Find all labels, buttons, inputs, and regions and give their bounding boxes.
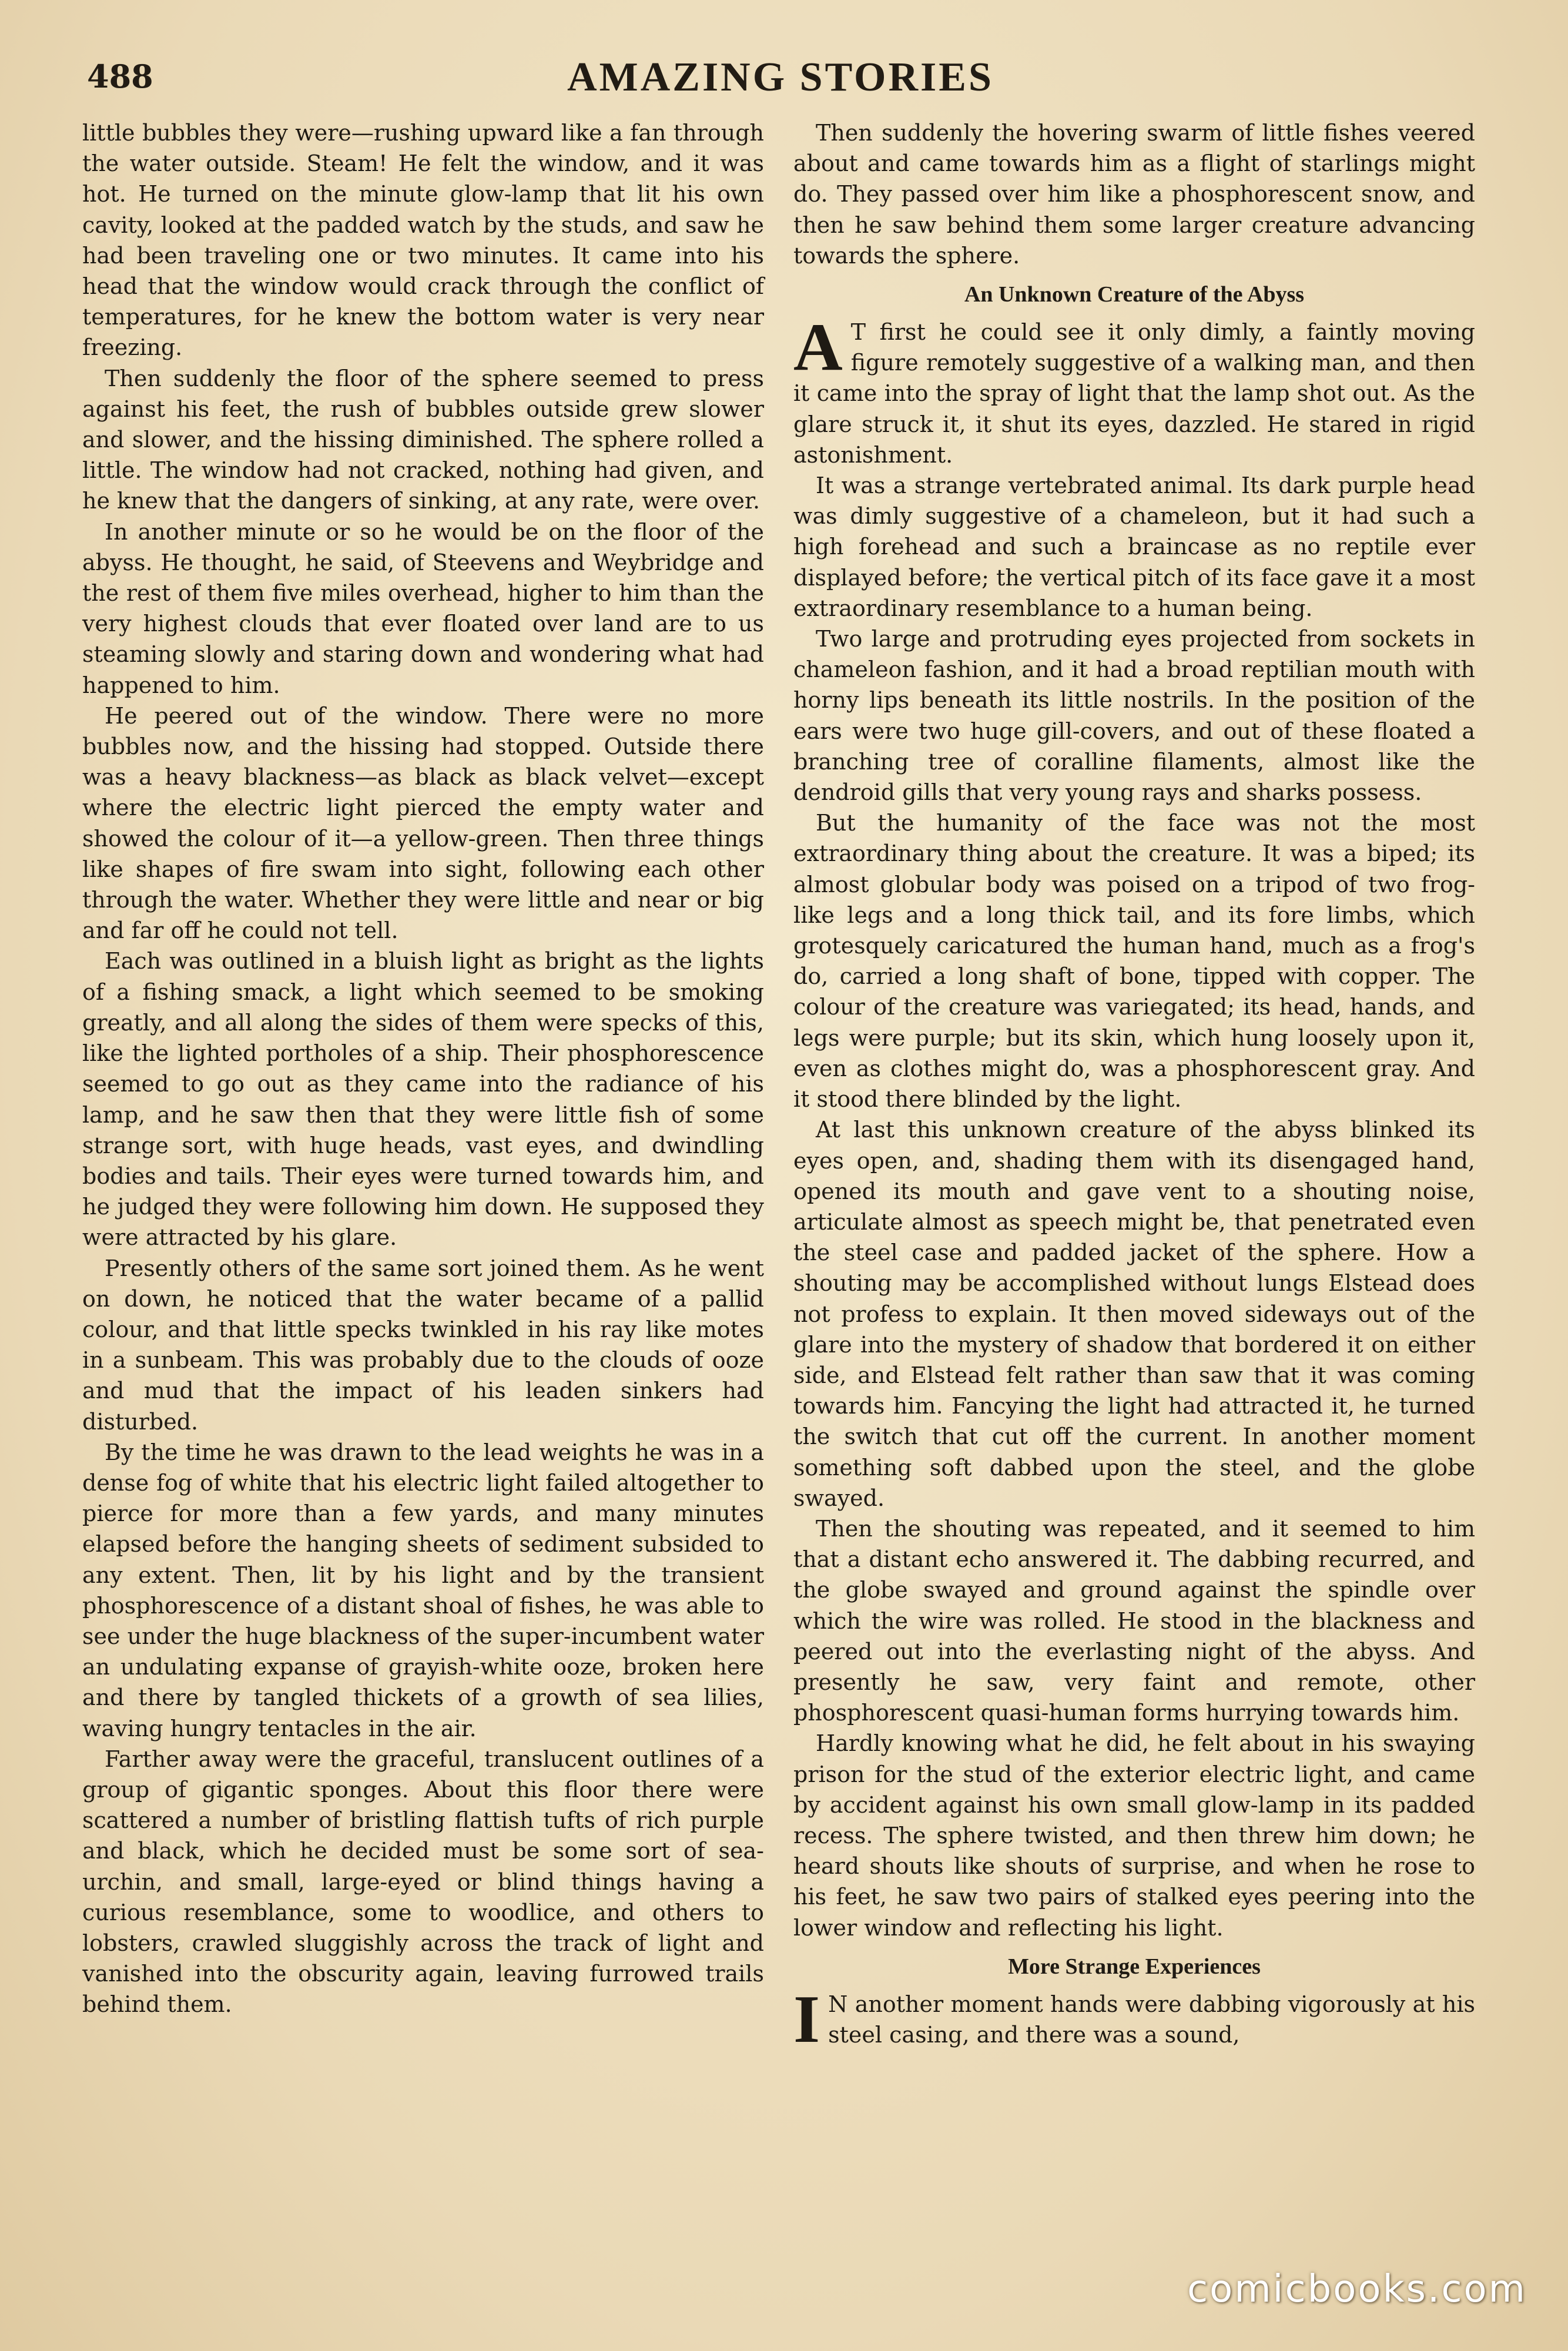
dropcap-paragraph	[793, 1981, 1475, 2057]
paragraph: Each was outlined in a bluish light as bright as the lights of a fishing smack, a light which seemed to be smoking greatly, and all along the sides of them were specks of this, like the lighted portholes of a ship. Their phosphorescence seemed to go out as they came into the radiance of his lamp, and he saw then that they were little fish of some strange sort, with huge heads, vast eyes, and dwindling bodies and tails. Their eyes were turned towards him, and he judged they were following him down. He supposed they were attracted by his glare.	[82, 948, 764, 1251]
left-column	[82, 118, 764, 2020]
paragraph: Hardly knowing what he did, he felt about in his swaying prison for the stud of the exterior electric light, and came by accident against his own small glow-lamp in its padded recess. The sphere twisted, and then threw him down; he heard shouts like shouts of surprise, and when he rose to his feet, he saw two pairs of stalked eyes peering into the lower window and reflecting his light.	[793, 1730, 1475, 1941]
paragraph: Presently others of the same sort joined them. As he went on down, he noticed that the water became of a pallid colour, and that little specks twinkled in his ray like motes in a sunbeam. This was probably due to the clouds of ooze and mud that the impact of his leaden sinkers had disturbed.	[82, 1255, 764, 1435]
paragraph: By the time he was drawn to the lead weights he was in a dense fog of white that his electric light failed altogether to pierce for more than a few yards, and many minutes elapsed before the hanging sheets of sediment subsided to any extent. Then, lit by his light and by the transient phosphorescence of a distant shoal of fishes, he was able to see under the huge blackness of the super-incumbent water an undulating expanse of grayish-white ooze, broken here and there by tangled thickets of a growth of sea lilies, waving hungry tentacles in the air.	[82, 1439, 764, 1742]
paragraph: But the humanity of the face was not the most extraordinary thing about the creature. It was a biped; its almost globular body was poised on a tripod of two frog-like legs and a long thick tail, and its fore limbs, which grotesquely caricatured the human hand, much as a frog's do, carried a long shaft of bone, tipped with copper. The colour of the creature was variegated; its head, hands, and legs were purple; but its skin, which hung loosely upon it, even as clothes might do, was a phosphorescent gray. And it stood there blinded by the light.	[793, 810, 1475, 1113]
drop-cap-letter: I	[793, 1981, 820, 2057]
dropcap-paragraph-text: N another moment hands were dabbing vigorously at his steel casing, and there was a sound,	[828, 1991, 1475, 2048]
drop-cap-letter: A	[793, 310, 843, 386]
paragraph: Then suddenly the hovering swarm of little fishes veered about and came towards him as a flight of starlings might do. They passed over him like a phosphorescent snow, and then he saw behind them some larger creature advancing towards the sphere.	[793, 120, 1475, 269]
paragraph: little bubbles they were—rushing upward like a fan through the water outside. Steam! He felt the window, and it was hot. He turned on the minute glow-lamp that lit his own cavity, looked at the padded watch by the studs, and saw he had been traveling one or two minutes. It came into his head that the window would crack through the conflict of temperatures, for he knew the bottom water is very near freezing.	[82, 120, 764, 361]
paragraph: Then suddenly the floor of the sphere seemed to press against his feet, the rush of bubbles outside grew slower and slower, and the hissing diminished. The sphere rolled a little. The window had not cracked, nothing had given, and he knew that the dangers of sinking, at any rate, were over.	[82, 365, 764, 514]
section-subhead: More Strange Experiences	[1008, 1954, 1261, 1979]
paragraph: Farther away were the graceful, translucent outlines of a group of gigantic sponges. About this floor there were scattered a number of bristling flattish tufts of rich purple and black, which he decided must be some sort of sea-urchin, and small, large-eyed or blind things having a curious resemblance, some to woodlice, and others to lobsters, crawled sluggishly across the track of light and vanished into the obscurity again, leaving furrowed trails behind them.	[82, 1746, 764, 2018]
page-header	[87, 54, 1474, 107]
magazine-title: AMAZING STORIES	[567, 55, 994, 100]
section-subhead: An Unknown Creature of the Abyss	[964, 282, 1305, 307]
right-column	[793, 118, 1475, 2057]
paragraph: Two large and protruding eyes projected from sockets in chameleon fashion, and it had a broad reptilian mouth with horny lips beneath its little nostrils. In the position of the ears were two huge gill-covers, and out of these floated a branching tree of coralline filaments, almost like the dendroid gills that very young rays and sharks possess.	[793, 626, 1475, 806]
paragraph: It was a strange vertebrated animal. Its dark purple head was dimly suggestive of a chameleon, but it had such a high forehead and such a braincase as no reptile ever displayed before; the vertical pitch of its face gave it a most extraordinary resemblance to a human being.	[793, 473, 1475, 621]
dropcap-paragraph	[793, 310, 1475, 470]
paragraph: He peered out of the window. There were no more bubbles now, and the hissing had stopped. Outside there was a heavy blackness—as black as black velvet—except where the electric light pierced the empty water and showed the colour of it—a yellow-green. Then three things like shapes of fire swam into sight, following each other through the water. Whether they were little and near or big and far off he could not tell.	[82, 702, 764, 944]
paragraph: At last this unknown creature of the abyss blinked its eyes open, and, shading them with its disengaged hand, opened its mouth and gave vent to a shouting noise, articulate almost as speech might be, that penetrated even the steel case and padded jacket of the sphere. How a shouting may be accomplished without lungs Elstead does not profess to explain. It then moved sideways out of the glare into the mystery of shadow that bordered it on either side, and Elstead felt rather than saw that it was coming towards him. Fancying the light had attracted it, he turned the switch that cut off the current. In another moment something soft dabbed upon the steel, and the globe swayed.	[793, 1117, 1475, 1511]
dropcap-paragraph-text: T first he could see it only dimly, a faintly moving figure remotely suggestive of a walking man, and then it came into the spray of light that the lamp shot out. As the glare struck it, it shut its eyes, dazzled. He stared in rigid astonishment.	[793, 319, 1475, 468]
paragraph: In another minute or so he would be on the floor of the abyss. He thought, he said, of Steevens and Weybridge and the rest of them five miles overhead, higher to him than the very highest clouds that ever floated over land are to us steaming slowly and staring down and wondering what had happened to him.	[82, 518, 764, 698]
paragraph: Then the shouting was repeated, and it seemed to him that a distant echo answered it. The dabbing recurred, and the globe swayed and ground against the spindle over which the wire was rolled. He stood in the blackness and peered out into the everlasting night of the abyss. And presently he saw, very faint and remote, other phosphorescent quasi-human forms hurrying towards him.	[793, 1515, 1475, 1726]
watermark: comicbooks.com	[1187, 2268, 1527, 2311]
page-number: 488	[87, 58, 153, 95]
